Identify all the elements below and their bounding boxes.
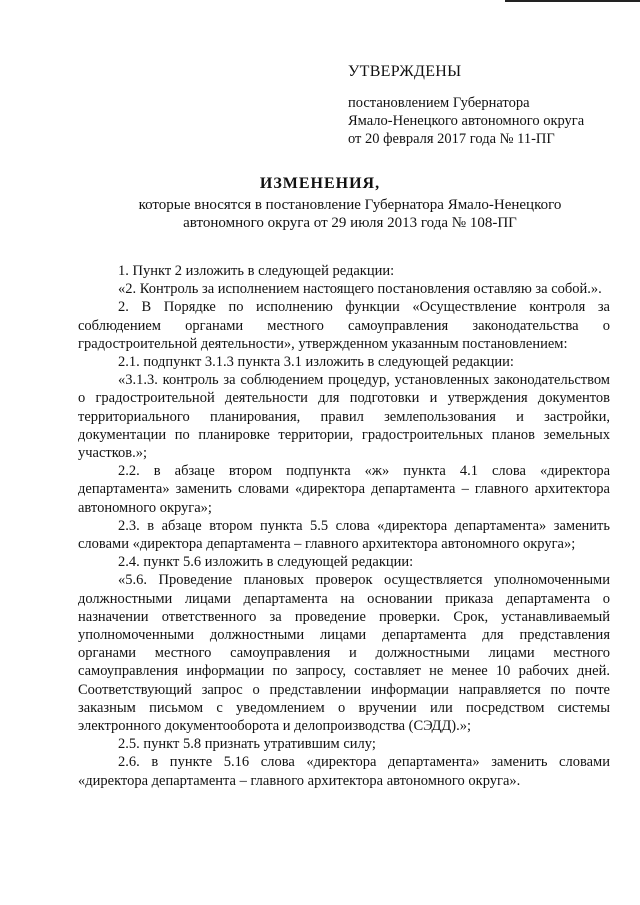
paragraph-1: 1. Пункт 2 изложить в следующей редакции: [118, 263, 395, 279]
document-body [78, 262, 610, 790]
approved-label: УТВЕРЖДЕНЫ [348, 63, 462, 80]
paragraph-2-5: 2.5. пункт 5.8 признать утратившим силу; [118, 736, 376, 753]
subtitle-line: автономного округа от 29 июля 2013 года № 108-ПГ [183, 215, 517, 231]
document-subtitle [0, 196, 640, 232]
paragraph-5-6-quote: «5.6. Проведение плановых проверок осуществляется уполномоченными должностными лицами департамента на основании приказа департамента о назначении ответственного за проведение проверки. Срок, устанавливаемый уполномоченными должностными лицами департамента для представления органами местного самоуправления и должностными лицами местного самоуправления информации по запросу, составляет не менее 10 рабочих дней. Соответствующий запрос о представлении информации направляется по почте заказным письмом с уведомлением о вручении или посредством системы электронного документооборота и делопроизводства (СЭДД).»; [78, 572, 610, 735]
paragraph-2-4: 2.4. пункт 5.6 изложить в следующей редакции: [118, 554, 414, 571]
paragraph-2: 2. В Порядке по исполнению функции «Осуществление контроля за соблюдением органами местного самоуправления законодательства о градостроительной деятельности», утвержденном указанным постановлением: [78, 299, 610, 352]
subtitle-line: которые вносятся в постановление Губернатора Ямало-Ненецкого [138, 197, 562, 213]
paragraph-2-1: 2.1. подпункт 3.1.3 пункта 3.1 изложить в следующей редакции: [118, 354, 514, 371]
paragraph-1-quote: «2. Контроль за исполнением настоящего постановления оставляю за собой.». [118, 281, 602, 298]
top-border-line [505, 0, 640, 2]
paragraph-2-6: 2.6. в пункте 5.16 слова «директора департамента» заменить словами «директора департамента – главного архитектора автономного округа». [78, 754, 610, 789]
paragraph-2-2: 2.2. в абзаце втором подпункта «ж» пункта 4.1 слова «директора департамента» заменить словами «директора департамента – главного архитектора автономного округа»; [78, 463, 610, 516]
approval-reference [348, 94, 628, 148]
document-title: ИЗМЕНЕНИЯ, [259, 175, 381, 192]
approval-line: постановлением Губернатора [348, 95, 530, 111]
approval-line: Ямало-Ненецкого автономного округа [348, 113, 585, 129]
approval-line: от 20 февраля 2017 года № 11-ПГ [348, 131, 555, 147]
paragraph-2-3: 2.3. в абзаце втором пункта 5.5 слова «директора департамента» заменить словами «директора департамента – главного архитектора автономного округа»; [78, 517, 610, 553]
paragraph-3-1-3-quote: «3.1.3. контроль за соблюдением процедур, установленных законодательством о градостроительной деятельности для подготовки и утверждения документов территориального планирования, правил землепользования и застройки, документации по планировке территории, градостроительных планов земельных участков.»; [78, 372, 610, 462]
